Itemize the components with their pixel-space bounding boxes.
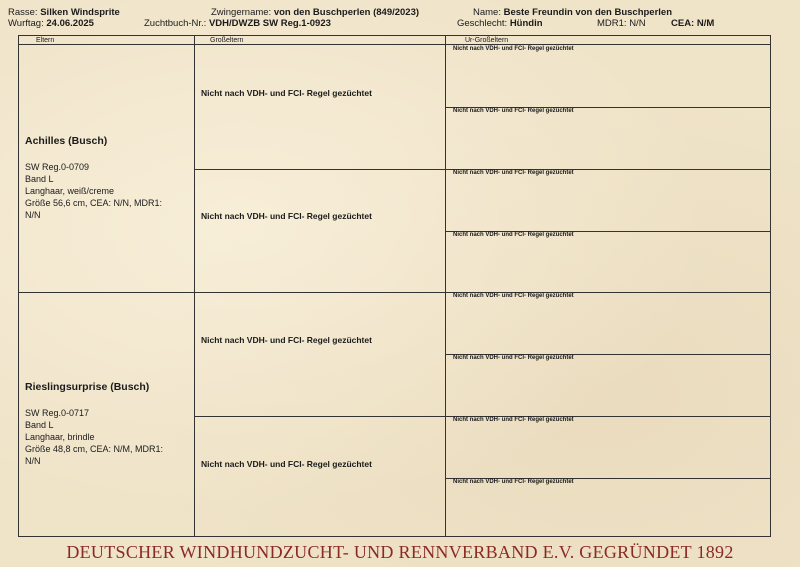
mdr1-field [597,18,646,29]
sire-detail: Band L [25,174,54,184]
grandparent-cell: Nicht nach VDH- und FCI- Regel gezüchtet [201,88,372,98]
great-grandparent-cell: Nicht nach VDH- und FCI- Regel gezüchtet [453,479,574,485]
geschlecht-value: Hündin [509,18,543,29]
grandparent-cell: Nicht nach VDH- und FCI- Regel gezüchtet [201,211,372,221]
geschlecht-label: Geschlecht: [457,18,508,29]
name-label: Name: [473,7,501,18]
grandparent-cell: Nicht nach VDH- und FCI- Regel gezüchtet [201,335,372,345]
great-grandparent-cell: Nicht nach VDH- und FCI- Regel gezüchtet [453,108,574,114]
sire-detail: SW Reg.0-0709 [25,162,90,172]
sire-detail: Größe 56,6 cm, CEA: N/N, MDR1: [25,198,163,208]
dam-detail: Band L [25,420,54,430]
parent-dam [25,381,185,467]
sire-detail: N/N [25,210,41,220]
pedigree-table [18,35,771,537]
great-grandparent-cell: Nicht nach VDH- und FCI- Regel gezüchtet [453,417,574,423]
zuchtbuch-label: Zuchtbuch-Nr.: [144,18,207,29]
rasse-label: Rasse: [8,7,38,18]
column-header-eltern: Eltern [19,36,194,45]
great-grandparent-cell: Nicht nach VDH- und FCI- Regel gezüchtet [453,232,574,238]
dam-detail: Langhaar, brindle [25,432,95,442]
zuchtbuch-field [144,18,331,29]
dam-detail: Größe 48,8 cm, CEA: N/M, MDR1: [25,444,164,454]
sire-detail: Langhaar, weiß/creme [25,186,115,196]
great-grandparent-cell: Nicht nach VDH- und FCI- Regel gezüchtet [453,170,574,176]
parent-sire [25,135,185,221]
column-divider [194,36,195,536]
rasse-field [8,7,120,18]
wurftag-label: Wurftag: [8,18,44,29]
name-field [473,7,672,18]
mdr1-value: MDR1: N/N [597,18,646,29]
dam-detail: N/N [25,456,41,466]
grandparent-cell: Nicht nach VDH- und FCI- Regel gezüchtet [201,459,372,469]
great-grandparent-cell: Nicht nach VDH- und FCI- Regel gezüchtet [453,46,574,52]
rasse-value: Silken Windsprite [40,7,120,18]
sire-name: Achilles (Busch) [25,135,108,147]
cea-field [671,18,714,29]
zwingername-value: von den Buschperlen (849/2023) [273,7,420,18]
dam-detail: SW Reg.0-0717 [25,408,90,418]
geschlecht-field [457,18,543,29]
dam-name: Rieslingsurprise (Busch) [25,381,150,393]
wurftag-value: 24.06.2025 [46,18,94,29]
row-divider-parents [19,292,770,293]
column-header-urgrosseltern: Ur-Großeltern [445,36,770,45]
name-value: Beste Freundin von den Buschperlen [503,7,673,18]
cea-value: CEA: N/M [671,18,715,29]
great-grandparent-cell: Nicht nach VDH- und FCI- Regel gezüchtet [453,293,574,299]
zwingername-field [211,7,419,18]
zwingername-label: Zwingername: [211,7,272,18]
association-footer: DEUTSCHER WINDHUNDZUCHT- UND RENNVERBAND E.V. GEGRÜNDET 1892 [66,542,734,562]
column-divider [445,36,446,536]
wurftag-field [8,18,94,29]
zuchtbuch-value: VDH/DWZB SW Reg.1-0923 [208,18,331,29]
column-header-grosseltern: Großeltern [194,36,445,45]
great-grandparent-cell: Nicht nach VDH- und FCI- Regel gezüchtet [453,355,574,361]
